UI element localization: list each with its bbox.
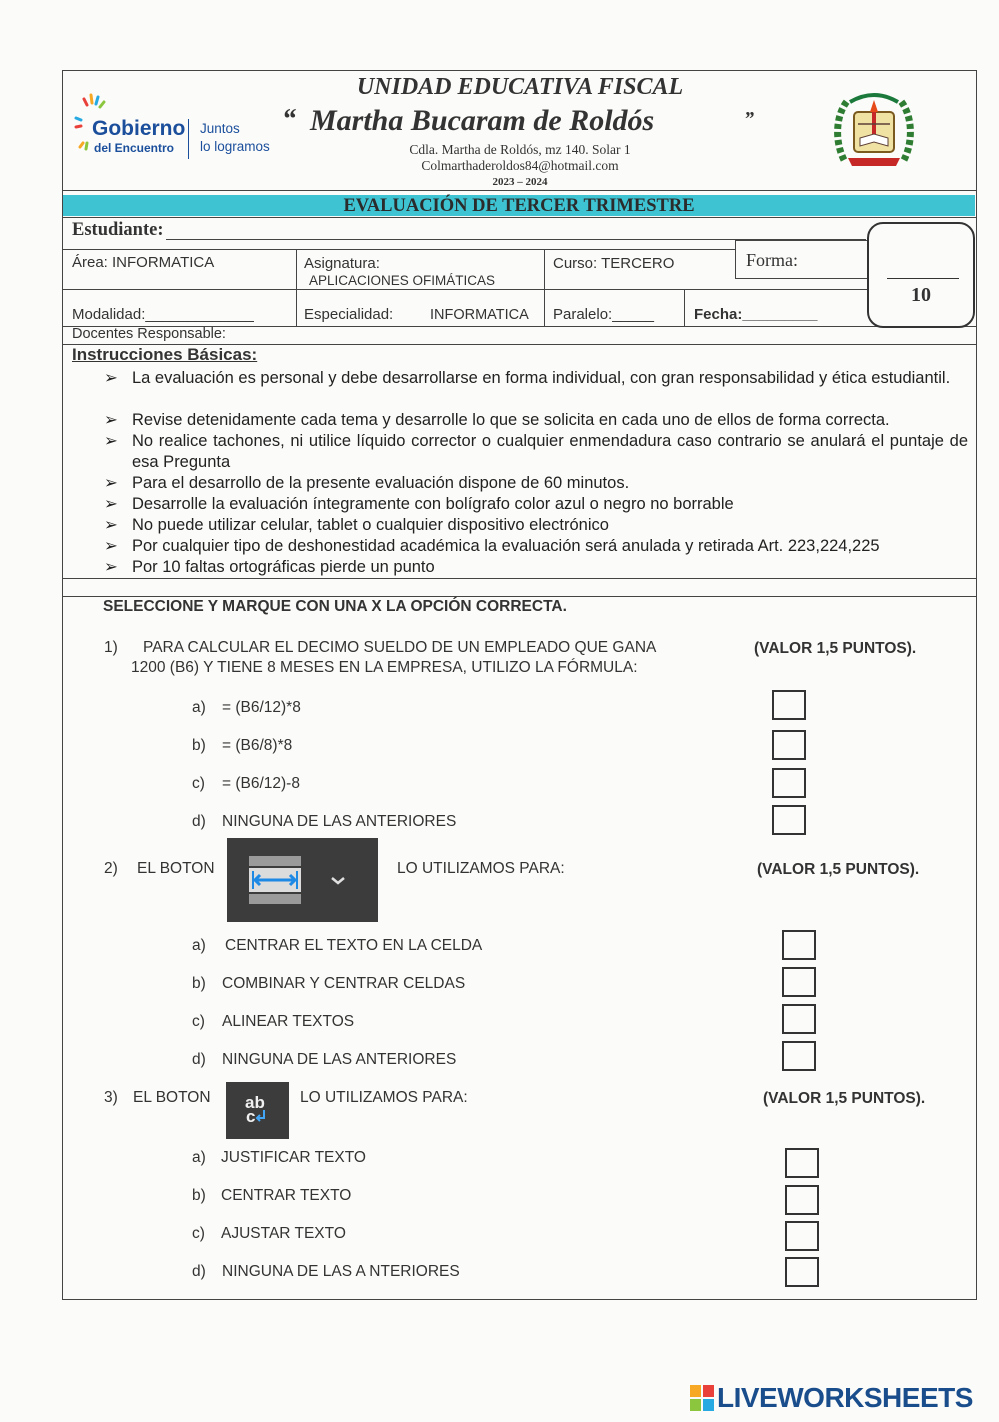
q1-option-b-checkbox[interactable] [772,730,806,760]
q1-option-c-checkbox[interactable] [772,768,806,798]
instruction-text: La evaluación es personal y debe desarrollarse en forma individual, con gran responsabilidad y ética estudiantil. [132,369,951,387]
q1-option-d-checkbox[interactable] [772,805,806,835]
q2-value: (VALOR 1,5 PUNTOS). [757,861,920,878]
q1-number: 1) [104,639,118,656]
q2-option-d-checkbox[interactable] [782,1041,816,1071]
q3-number: 3) [104,1089,118,1106]
arrow-bullet-icon: ➢ [104,495,118,513]
q1-option-d-text: NINGUNA DE LAS ANTERIORES [222,813,457,830]
q2-option-d-letter: d) [192,1051,206,1068]
q2-option-a-checkbox[interactable] [782,930,816,960]
arrow-bullet-icon: ➢ [104,411,118,429]
liveworksheets-text: LIVEWORKSHEETS [717,1382,973,1413]
teachers-cell: Docentes Responsable: [72,326,226,342]
instructions-title: Instrucciones Básicas: [72,345,258,364]
q3-option-b-letter: b) [192,1187,206,1204]
q1-option-b-letter: b) [192,737,206,754]
school-name-row [282,104,772,144]
parallel-cell: Paralelo:_____ [553,306,654,323]
school-year: 2023 – 2024 [492,176,548,188]
q1-option-a-letter: a) [192,699,206,716]
arrow-bullet-icon: ➢ [104,474,118,492]
form-label: Forma: [746,250,798,270]
student-label: Estudiante: [72,220,164,240]
instruction-text: Revise detenidamente cada tema y desarrolle lo que se solicita en cada uno de ellos de forma correcta. [132,411,890,429]
slogan-line-2: lo logramos [200,139,270,154]
subject-value: APLICACIONES OFIMÁTICAS [309,273,496,288]
modality-cell: Modalidad:_____________ [72,306,254,323]
instruction-text: Por cualquier tipo de deshonestidad académica la evaluación será anulada y retirada Art. 223,224,225 [132,537,880,555]
q2-option-c-text: ALINEAR TEXTOS [222,1013,355,1030]
q2-option-b-checkbox[interactable] [782,967,816,997]
q2-text-pre: EL BOTON [137,860,215,877]
encuentro-text: del Encuentro [94,141,175,155]
q2-option-c-checkbox[interactable] [782,1004,816,1034]
q2-number: 2) [104,860,118,877]
q3-option-c-checkbox[interactable] [785,1221,819,1251]
q1-option-a-checkbox[interactable] [772,690,806,720]
q2-option-b-letter: b) [192,975,206,992]
instruction-text: Para el desarrollo de la presente evaluación dispone de 60 minutos. [132,474,630,492]
score-box [867,222,975,328]
wrap-icon-text-2: c [246,1107,256,1126]
school-crest [832,90,916,170]
close-quote: ” [744,108,754,130]
school-email: Colmarthaderoldos84@hotmail.com [421,158,619,173]
wrap-icon-text-1: ab [245,1093,265,1112]
arrow-bullet-icon: ➢ [104,516,118,534]
q1-option-a-text: = (B6/12)*8 [222,699,301,716]
school-type: UNIDAD EDUCATIVA FISCAL [356,74,684,100]
q1-option-d-letter: d) [192,813,206,830]
q3-option-b-checkbox[interactable] [785,1185,819,1215]
instruction-text: Por 10 faltas ortográficas pierde un punto [132,558,435,576]
banner-title: EVALUACIÓN DE TERCER TRIMESTRE [343,196,695,216]
merge-center-icon [227,838,378,922]
q1-option-c-text: = (B6/12)-8 [222,775,300,792]
specialty-value: INFORMATICA [430,307,529,323]
arrow-bullet-icon: ➢ [104,369,118,387]
arrow-bullet-icon: ➢ [104,537,118,555]
q3-option-b-text: CENTRAR TEXTO [221,1187,352,1204]
score-value: 10 [911,284,931,306]
q2-option-a-letter: a) [192,937,206,954]
evaluation-banner [63,195,975,216]
area-cell: Área: INFORMATICA [72,254,215,271]
q3-option-c-text: AJUSTAR TEXTO [221,1225,346,1242]
q3-option-d-checkbox[interactable] [785,1257,819,1287]
q2-option-c-letter: c) [192,1013,205,1030]
specialty-label: Especialidad: [304,306,394,323]
q1-text-line1: PARA CALCULAR EL DECIMO SUELDO DE UN EMPLEADO QUE GANA [143,639,657,656]
arrow-bullet-icon: ➢ [104,432,118,450]
q3-option-d-letter: d) [192,1263,206,1280]
q2-option-a-text: CENTRAR EL TEXTO EN LA CELDA [225,937,483,954]
q3-value: (VALOR 1,5 PUNTOS). [763,1090,926,1107]
section-title: SELECCIONE Y MARQUE CON UNA X LA OPCIÓN CORRECTA. [103,598,567,615]
q1-option-c-letter: c) [192,775,205,792]
q2-text-post: LO UTILIZAMOS PARA: [397,860,565,877]
q2-option-d-text: NINGUNA DE LAS ANTERIORES [222,1051,457,1068]
subject-label: Asignatura: [304,255,380,272]
q3-option-a-text: JUSTIFICAR TEXTO [221,1149,366,1166]
gobierno-text: Gobierno [92,117,186,140]
date-cell: Fecha:_________ [694,306,818,323]
school-address: Cdla. Martha de Roldós, mz 140. Solar 1 [409,142,631,157]
q3-option-a-checkbox[interactable] [785,1148,819,1178]
instruction-text: No puede utilizar celular, tablet o cualquier dispositivo electrónico [132,516,609,534]
liveworksheets-logo [690,1381,990,1415]
course-cell: Curso: TERCERO [553,255,675,272]
q1-option-b-text: = (B6/8)*8 [222,737,293,754]
open-quote: “ [282,104,296,135]
instruction-text: No realice tachones, ni utilice líquido corrector o cualquier enmendadura caso contrario se anulará el puntaje de esa Pregunta [132,432,968,471]
q1-value: (VALOR 1,5 PUNTOS). [754,640,917,657]
q3-text-post: LO UTILIZAMOS PARA: [300,1089,468,1106]
instruction-text: Desarrolle la evaluación íntegramente con bolígrafo color azul o negro no borrable [132,495,734,513]
q3-text-pre: EL BOTON [133,1089,211,1106]
gobierno-logo [72,93,282,163]
q3-option-d-text: NINGUNA DE LAS A NTERIORES [222,1263,460,1280]
q3-option-a-letter: a) [192,1149,206,1166]
arrow-bullet-icon: ➢ [104,558,118,576]
liveworksheets-icon [690,1385,714,1411]
q1-text-line2: 1200 (B6) Y TIENE 8 MESES EN LA EMPRESA, UTILIZO LA FÓRMULA: [131,659,638,676]
slogan-line-1: Juntos [200,121,240,136]
school-name: Martha Bucaram de Roldós [310,104,655,137]
q2-option-b-text: COMBINAR Y CENTRAR CELDAS [222,975,466,992]
crest-icon [832,90,916,170]
q3-option-c-letter: c) [192,1225,205,1242]
wrap-text-icon [226,1082,289,1139]
